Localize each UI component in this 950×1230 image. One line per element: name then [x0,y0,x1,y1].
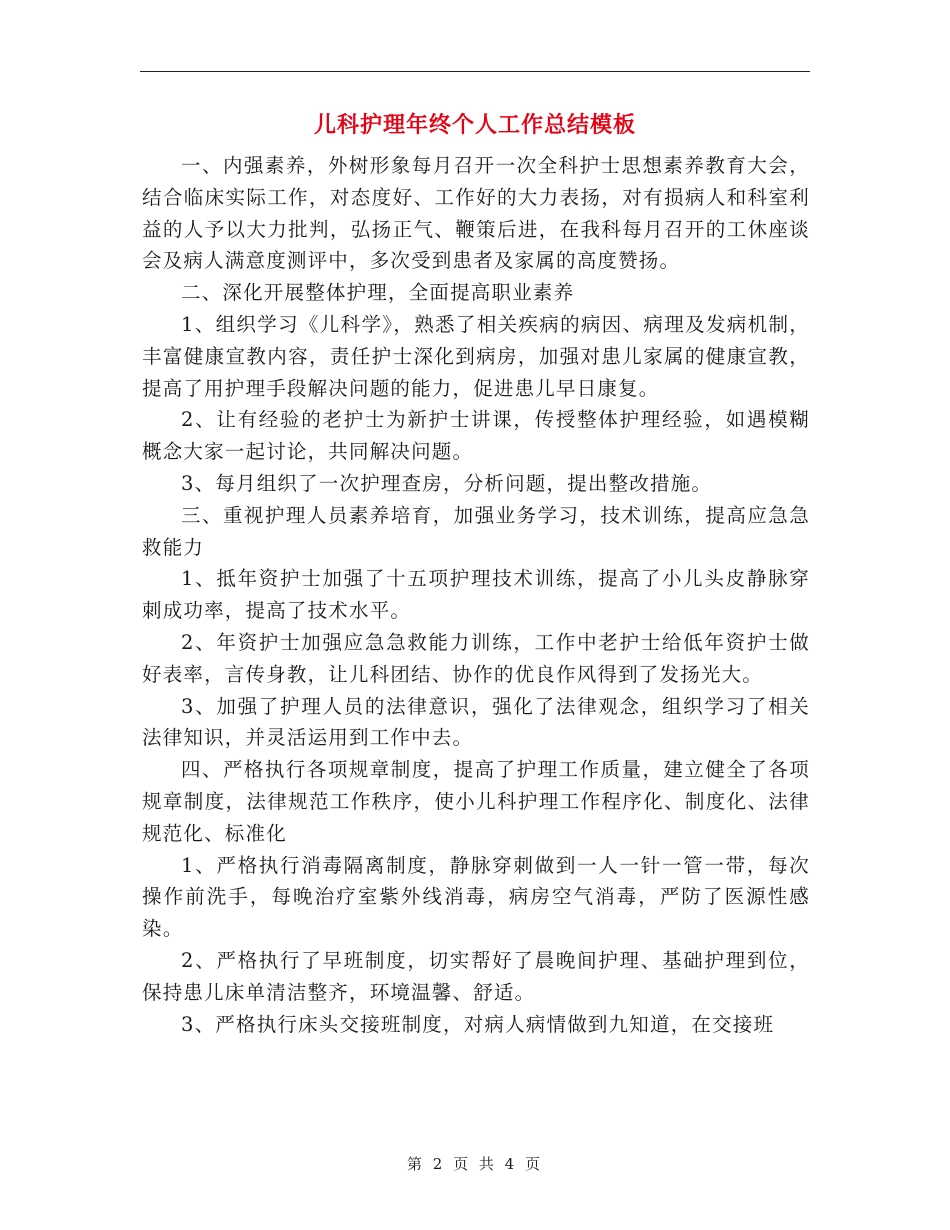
paragraph: 1、严格执行消毒隔离制度，静脉穿刺做到一人一针一管一带，每次操作前洗手，每晚治疗室紫外线消毒，病房空气消毒，严防了医源性感染。 [142,853,810,941]
paragraph: 四、严格执行各项规章制度，提高了护理工作质量，建立健全了各项规章制度，法律规范工作秩序，使小儿科护理工作程序化、制度化、法律规范化、标准化 [142,758,810,845]
paragraph: 2、让有经验的老护士为新护士讲课，传授整体护理经验，如遇模糊概念大家一起讨论，共同解决问题。 [142,408,810,464]
paragraph: 三、重视护理人员素养培育，加强业务学习，技术训练，提高应急急救能力 [142,503,810,559]
page-number: 第 2 页 共 4 页 [407,1155,543,1173]
header-rule [140,71,810,72]
document-body [142,150,810,1040]
paragraph: 一、内强素养，外树形象每月召开一次全科护士思想素养教育大会，结合临床实际工作，对态度好、工作好的大力表扬，对有损病人和科室利益的人予以大力批判，弘扬正气、鞭策后进，在我科每月召开的工休座谈会及病人满意度测评中，多次受到患者及家属的高度赞扬。 [142,154,810,273]
paragraph: 1、抵年资护士加强了十五项护理技术训练，提高了小儿头皮静脉穿刺成功率，提高了技术水平。 [142,567,810,623]
paragraph: 3、严格执行床头交接班制度，对病人病情做到九知道，在交接班 [181,1012,775,1036]
paragraph: 2、严格执行了早班制度，切实帮好了晨晚间护理、基础护理到位，保持患儿床单清洁整齐，环境温馨、舒适。 [142,948,810,1004]
paragraph: 3、每月组织了一次护理查房，分析问题，提出整改措施。 [181,471,713,495]
paragraph: 1、组织学习《儿科学》，熟悉了相关疾病的病因、病理及发病机制，丰富健康宣教内容，责任护士深化到病房，加强对患儿家属的健康宣教，提高了用护理手段解决问题的能力，促进患儿早日康复。 [142,312,810,400]
document-title: 儿科护理年终个人工作总结模板 [313,112,636,138]
paragraph: 3、加强了护理人员的法律意识，强化了法律观念，组织学习了相关法律知识，并灵活运用到工作中去。 [142,694,810,750]
paragraph: 二、深化开展整体护理，全面提高职业素养 [181,281,575,305]
paragraph: 2、年资护士加强应急急救能力训练，工作中老护士给低年资护士做好表率，言传身教，让儿科团结、协作的优良作风得到了发扬光大。 [142,630,810,686]
